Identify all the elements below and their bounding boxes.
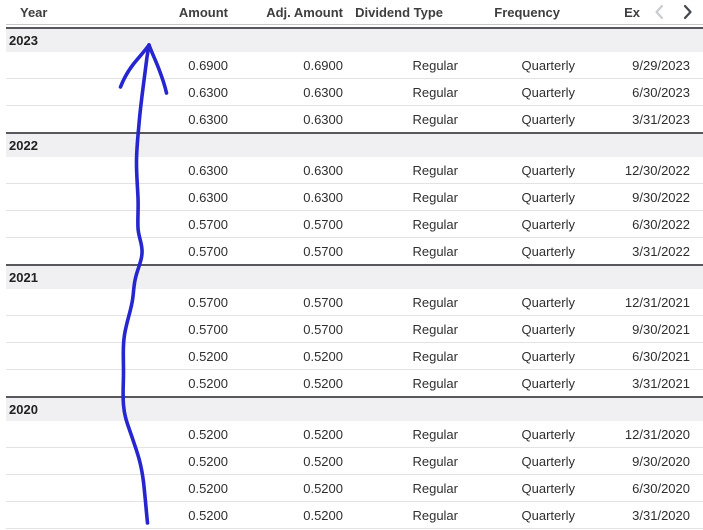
dividend-row: [6, 211, 703, 238]
dividend-row: [6, 316, 703, 343]
adj-amount-cell: 0.5700: [228, 316, 343, 343]
amount-cell: 0.5700: [120, 211, 228, 238]
column-header-ex-date: [575, 0, 703, 25]
year-column-empty-cell: [6, 316, 120, 343]
dividend-type-cell: Regular: [343, 421, 458, 448]
adj-amount-cell: 0.5200: [228, 502, 343, 529]
dividend-type-cell: Regular: [343, 316, 458, 343]
year-column-empty-cell: [6, 238, 120, 266]
dividend-type-cell: Regular: [343, 52, 458, 79]
ex-date-cell: 3/31/2022: [575, 238, 703, 266]
ex-date-cell: 9/30/2022: [575, 184, 703, 211]
ex-date-cell: 9/30/2021: [575, 316, 703, 343]
frequency-cell: Quarterly: [458, 502, 575, 529]
frequency-cell: Quarterly: [458, 157, 575, 184]
dividend-type-cell: Regular: [343, 343, 458, 370]
previous-page-button[interactable]: [653, 4, 664, 20]
amount-cell: 0.5200: [120, 475, 228, 502]
dividend-type-cell: Regular: [343, 370, 458, 398]
ex-date-cell: 12/31/2021: [575, 289, 703, 316]
dividend-type-cell: Regular: [343, 448, 458, 475]
amount-cell: 0.5200: [120, 343, 228, 370]
amount-cell: 0.5200: [120, 502, 228, 529]
dividends-table-body: [6, 25, 703, 529]
dividend-type-cell: Regular: [343, 502, 458, 529]
year-column-empty-cell: [6, 52, 120, 79]
next-page-button[interactable]: [682, 4, 693, 20]
dividend-row: [6, 79, 703, 106]
ex-date-cell: 9/29/2023: [575, 52, 703, 79]
dividend-row: [6, 343, 703, 370]
column-header-frequency: Frequency: [458, 0, 575, 25]
frequency-cell: Quarterly: [458, 448, 575, 475]
year-column-empty-cell: [6, 211, 120, 238]
year-column-empty-cell: [6, 370, 120, 398]
table-header-row: [6, 0, 703, 25]
amount-cell: 0.5700: [120, 289, 228, 316]
column-header-adj-amount: Adj. Amount: [228, 0, 343, 25]
year-column-empty-cell: [6, 157, 120, 184]
amount-cell: 0.5200: [120, 421, 228, 448]
ex-date-cell: 3/31/2023: [575, 106, 703, 134]
dividend-type-cell: Regular: [343, 238, 458, 266]
dividend-row: [6, 502, 703, 529]
chevron-left-icon: [654, 4, 664, 20]
year-group-row: [6, 28, 703, 52]
adj-amount-cell: 0.5200: [228, 343, 343, 370]
dividend-row: [6, 475, 703, 502]
adj-amount-cell: 0.5200: [228, 370, 343, 398]
column-header-dividend-type: Dividend Type: [343, 0, 458, 25]
amount-cell: 0.6900: [120, 52, 228, 79]
frequency-cell: Quarterly: [458, 238, 575, 266]
frequency-cell: Quarterly: [458, 52, 575, 79]
ex-date-cell: 3/31/2020: [575, 502, 703, 529]
adj-amount-cell: 0.5200: [228, 421, 343, 448]
column-header-year: Year: [6, 0, 120, 25]
dividend-row: [6, 370, 703, 398]
year-column-empty-cell: [6, 106, 120, 134]
amount-cell: 0.5200: [120, 370, 228, 398]
dividends-table-container: [6, 0, 703, 529]
dividend-type-cell: Regular: [343, 106, 458, 134]
dividend-type-cell: Regular: [343, 211, 458, 238]
year-group-row: [6, 397, 703, 421]
adj-amount-cell: 0.6300: [228, 106, 343, 134]
year-column-empty-cell: [6, 289, 120, 316]
column-header-ex-date-label: Ex: [624, 4, 640, 20]
year-column-empty-cell: [6, 79, 120, 106]
dividend-row: [6, 184, 703, 211]
dividend-row: [6, 157, 703, 184]
year-group-label: 2021: [6, 265, 703, 289]
ex-date-cell: 3/31/2021: [575, 370, 703, 398]
amount-cell: 0.5700: [120, 238, 228, 266]
year-group-label: 2022: [6, 133, 703, 157]
frequency-cell: Quarterly: [458, 370, 575, 398]
year-group-row: [6, 133, 703, 157]
adj-amount-cell: 0.5700: [228, 238, 343, 266]
year-column-empty-cell: [6, 475, 120, 502]
pagination-controls: [653, 4, 693, 20]
year-group-label: 2023: [6, 28, 703, 52]
frequency-cell: Quarterly: [458, 79, 575, 106]
amount-cell: 0.5200: [120, 448, 228, 475]
amount-cell: 0.6300: [120, 184, 228, 211]
adj-amount-cell: 0.5700: [228, 211, 343, 238]
ex-date-cell: 6/30/2023: [575, 79, 703, 106]
frequency-cell: Quarterly: [458, 316, 575, 343]
column-header-amount: Amount: [120, 0, 228, 25]
year-column-empty-cell: [6, 448, 120, 475]
adj-amount-cell: 0.5200: [228, 475, 343, 502]
frequency-cell: Quarterly: [458, 211, 575, 238]
ex-date-cell: 12/31/2020: [575, 421, 703, 448]
year-group-label: 2020: [6, 397, 703, 421]
dividend-row: [6, 238, 703, 266]
adj-amount-cell: 0.5200: [228, 448, 343, 475]
year-column-empty-cell: [6, 184, 120, 211]
adj-amount-cell: 0.6300: [228, 79, 343, 106]
dividend-row: [6, 448, 703, 475]
ex-date-cell: 6/30/2022: [575, 211, 703, 238]
frequency-cell: Quarterly: [458, 475, 575, 502]
ex-date-cell: 12/30/2022: [575, 157, 703, 184]
year-column-empty-cell: [6, 502, 120, 529]
dividends-table: [6, 0, 703, 529]
frequency-cell: Quarterly: [458, 106, 575, 134]
dividend-row: [6, 289, 703, 316]
adj-amount-cell: 0.6300: [228, 157, 343, 184]
dividend-type-cell: Regular: [343, 475, 458, 502]
ex-date-cell: 6/30/2021: [575, 343, 703, 370]
adj-amount-cell: 0.6300: [228, 184, 343, 211]
amount-cell: 0.6300: [120, 79, 228, 106]
amount-cell: 0.5700: [120, 316, 228, 343]
chevron-right-icon: [683, 4, 693, 20]
frequency-cell: Quarterly: [458, 421, 575, 448]
dividend-type-cell: Regular: [343, 79, 458, 106]
dividend-type-cell: Regular: [343, 184, 458, 211]
year-column-empty-cell: [6, 343, 120, 370]
amount-cell: 0.6300: [120, 157, 228, 184]
dividend-type-cell: Regular: [343, 157, 458, 184]
frequency-cell: Quarterly: [458, 184, 575, 211]
ex-date-cell: 6/30/2020: [575, 475, 703, 502]
year-column-empty-cell: [6, 421, 120, 448]
dividend-row: [6, 421, 703, 448]
adj-amount-cell: 0.5700: [228, 289, 343, 316]
dividend-row: [6, 52, 703, 79]
frequency-cell: Quarterly: [458, 343, 575, 370]
dividend-type-cell: Regular: [343, 289, 458, 316]
frequency-cell: Quarterly: [458, 289, 575, 316]
amount-cell: 0.6300: [120, 106, 228, 134]
dividend-row: [6, 106, 703, 134]
adj-amount-cell: 0.6900: [228, 52, 343, 79]
year-group-row: [6, 265, 703, 289]
ex-date-cell: 9/30/2020: [575, 448, 703, 475]
